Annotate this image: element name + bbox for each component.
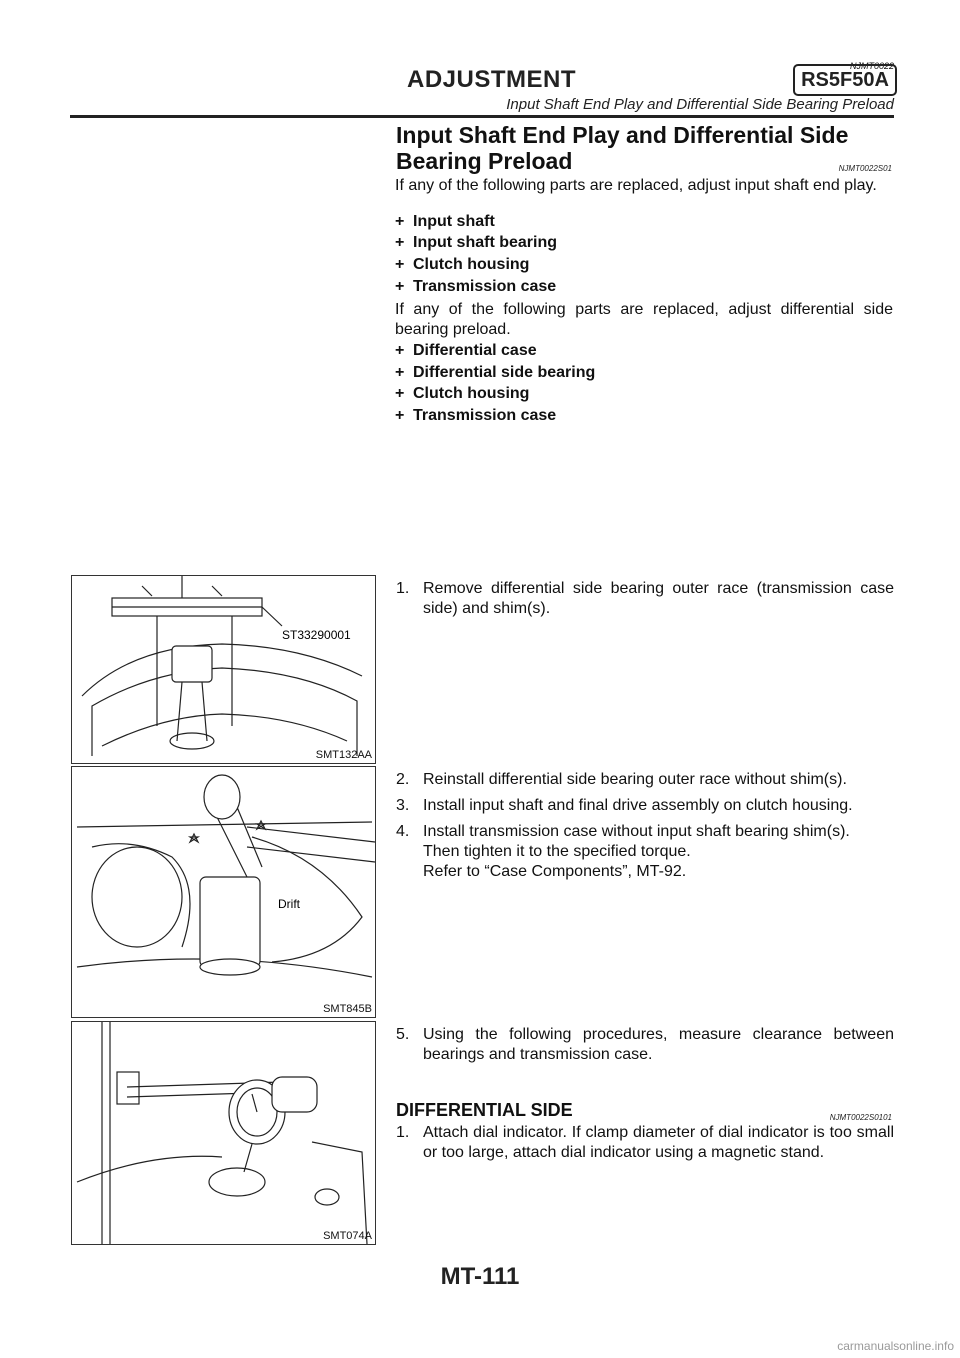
header-rule [70, 115, 894, 118]
drift-label: Drift [278, 897, 300, 911]
figure-puller [71, 575, 376, 764]
section-code: NJMT0022S01 [838, 164, 892, 173]
puller-illustration [72, 576, 375, 763]
tool-label: ST33290001 [282, 628, 351, 642]
page-number: MT-111 [440, 1263, 520, 1290]
step-2: 2. Reinstall differential side bearing outer race without shim(s). [396, 771, 847, 788]
header-subtitle: Input Shaft End Play and Differential Side Bearing Preload [506, 96, 894, 113]
figure-drift [71, 766, 376, 1018]
figure-caption: SMT132AA [315, 749, 372, 761]
list-item: + Clutch housing [395, 385, 530, 402]
intro-paragraph-1: If any of the following parts are replaced, adjust input shaft end play. [395, 177, 877, 194]
intro-paragraph-2: If any of the following parts are replaced, adjust differential side bearing preload. [395, 301, 893, 338]
figure-caption: SMT074A [323, 1230, 372, 1242]
step-5: 5. Using the following procedures, measure clearance between bearings and transmission case. [396, 1026, 894, 1063]
step-1: 1. Remove differential side bearing outer race (transmission case side) and shim(s). [396, 580, 894, 617]
dial-indicator-illustration [72, 1022, 375, 1244]
header-code: NJMT0022 [849, 61, 894, 71]
step-4: 4. Install transmission case without input shaft bearing shim(s). Then tighten it to the specified torque. Refer to “Case Components”, MT-92. [396, 823, 850, 880]
list-item: + Differential case [395, 342, 537, 359]
subsection-title: DIFFERENTIAL SIDE [396, 1100, 573, 1120]
list-item: + Differential side bearing [395, 364, 596, 381]
figure-dial-indicator [71, 1021, 376, 1245]
figure-caption: SMT845B [323, 1003, 372, 1015]
subsection-code: NJMT0022S0101 [829, 1113, 892, 1122]
model-badge: RS5F50A [793, 64, 897, 96]
substep-1: 1. Attach dial indicator. If clamp diameter of dial indicator is too small or too large, attach dial indicator using a magnetic stand. [396, 1124, 894, 1161]
list-item: + Input shaft bearing [395, 234, 557, 251]
footer-watermark: carmanualsonline.info [837, 1339, 954, 1353]
list-item: + Transmission case [395, 278, 557, 295]
drift-illustration [72, 767, 375, 1017]
header-title: ADJUSTMENT [407, 66, 577, 93]
list-item: + Clutch housing [395, 256, 530, 273]
list-item: + Transmission case [395, 407, 557, 424]
section-title: Input Shaft End Play and Differential Side Bearing Preload [396, 122, 849, 174]
list-item: + Input shaft [395, 213, 495, 230]
step-3: 3. Install input shaft and final drive assembly on clutch housing. [396, 797, 853, 814]
